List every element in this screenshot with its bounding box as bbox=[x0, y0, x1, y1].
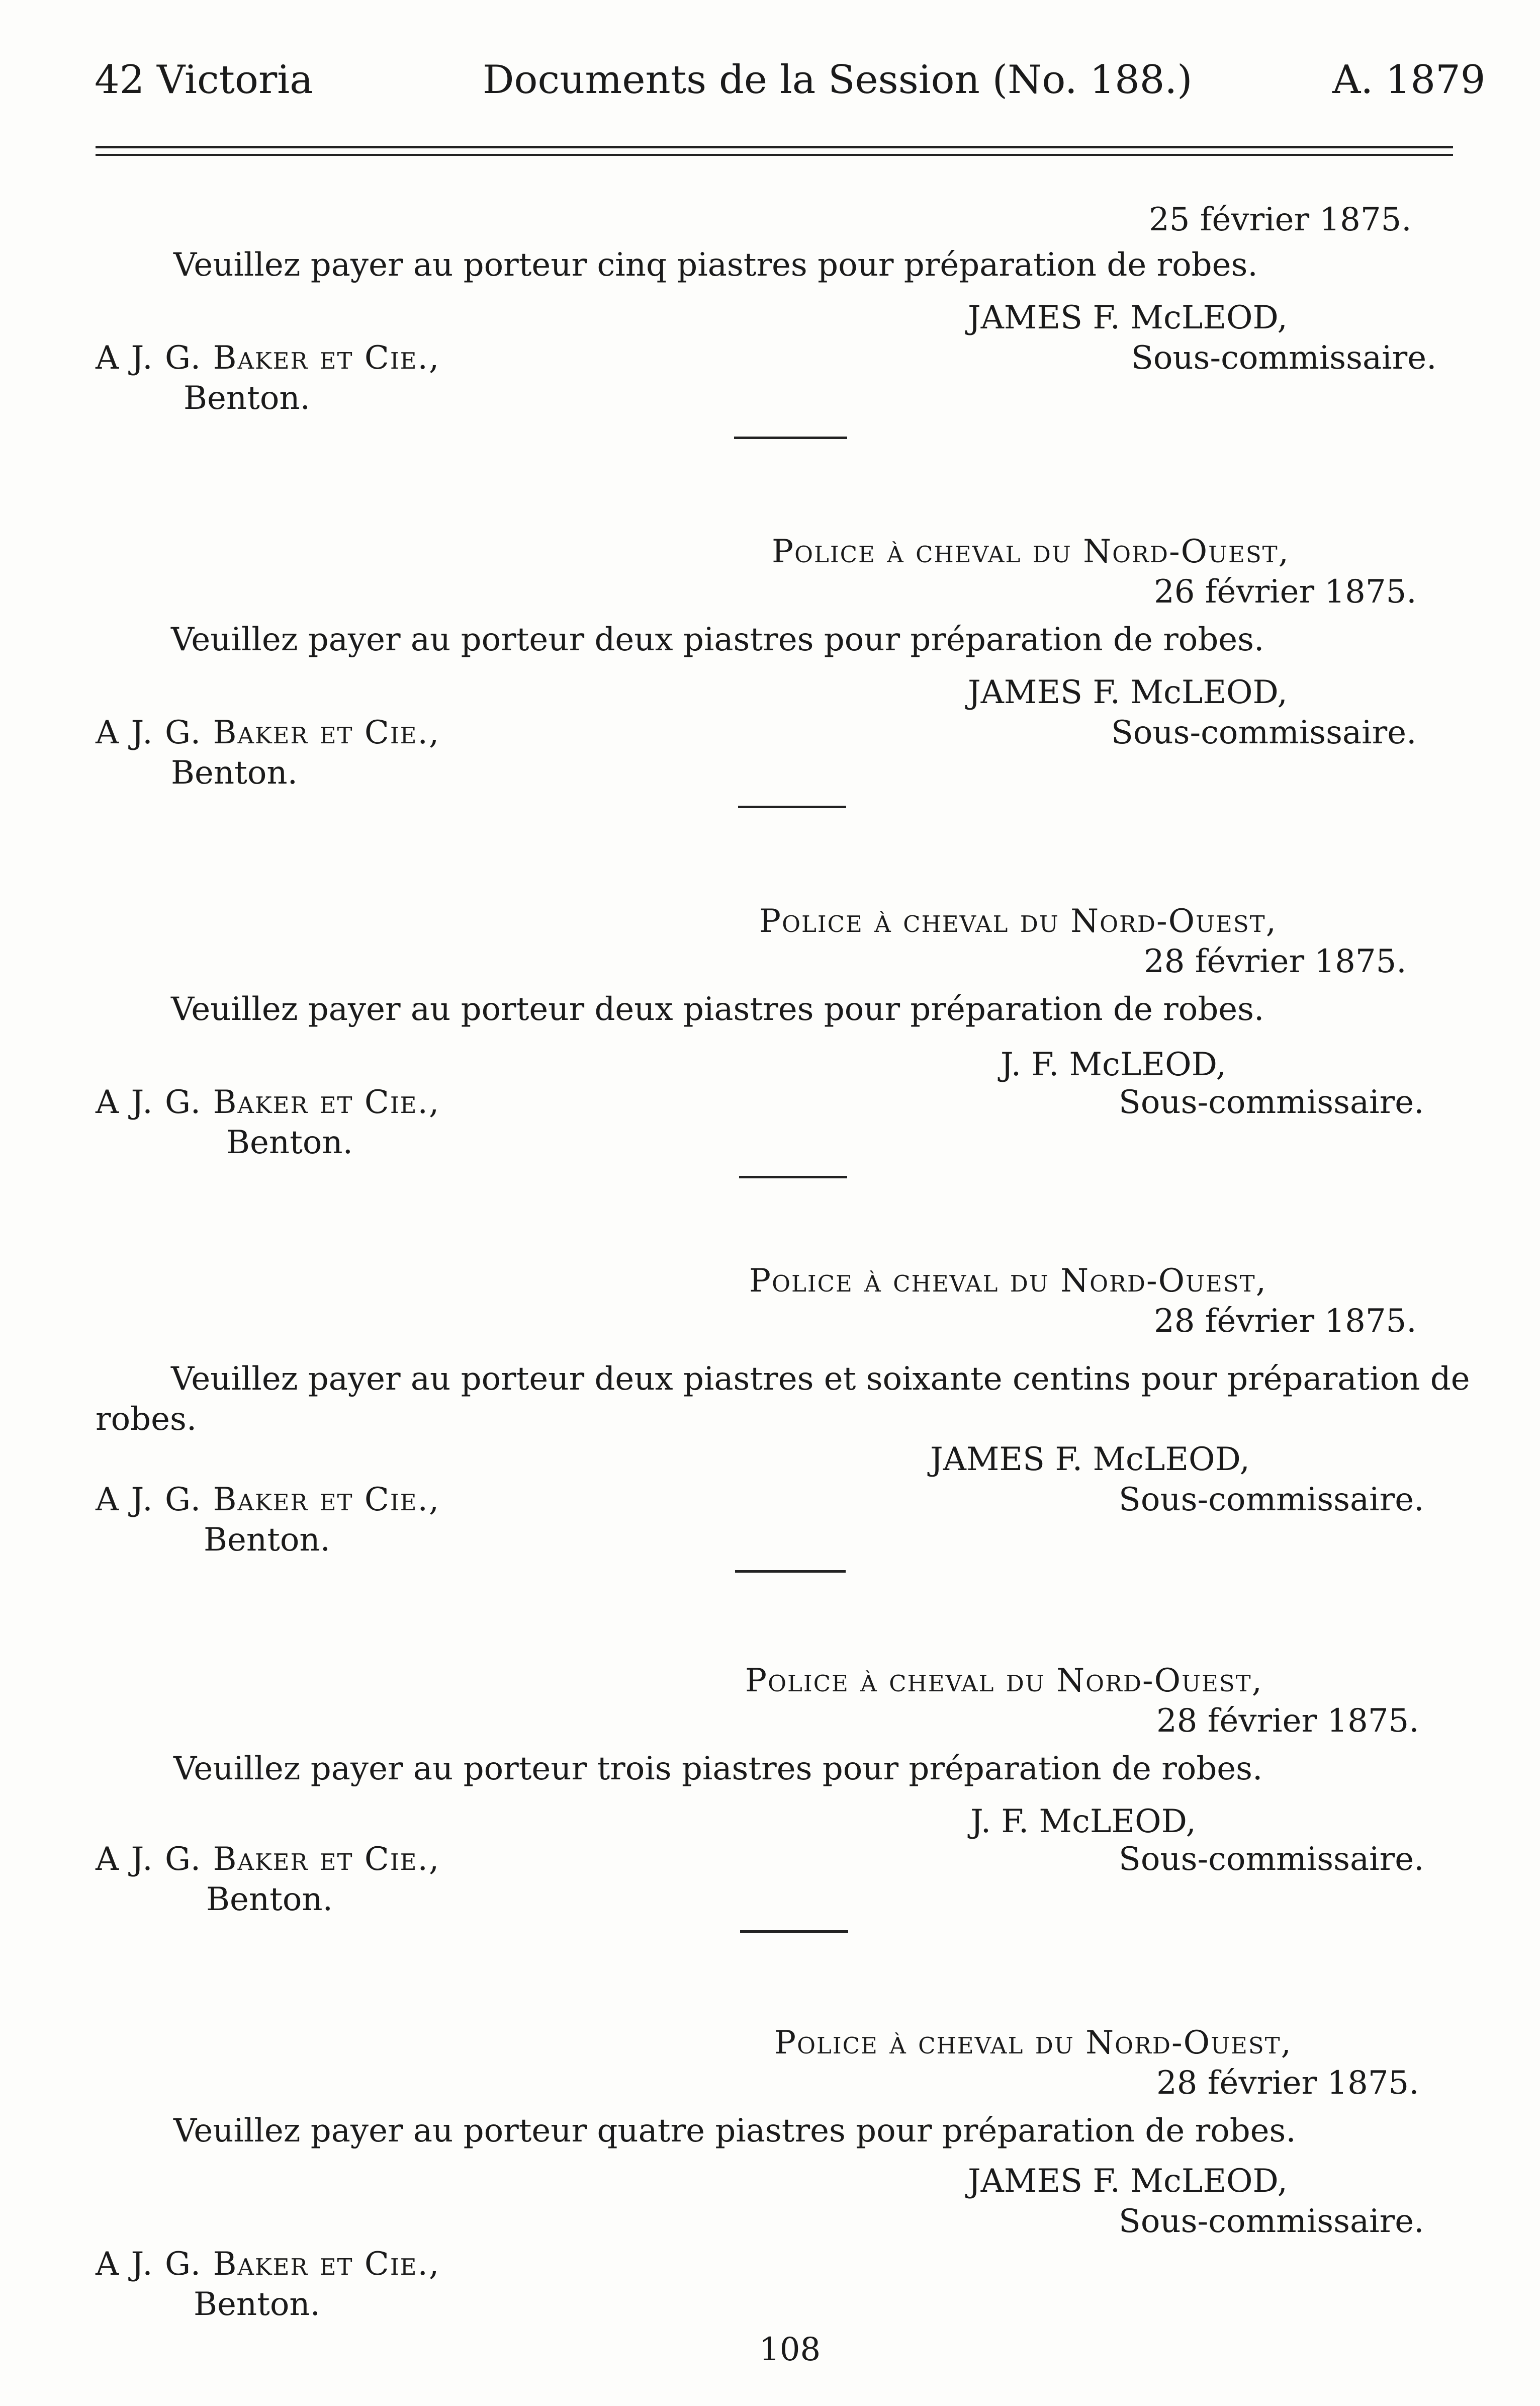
entry-date: 28 février 1875. bbox=[1156, 2065, 1419, 2102]
entry-date: 28 février 1875. bbox=[1156, 1702, 1419, 1740]
entry-title: Sous-commissaire. bbox=[1111, 714, 1417, 751]
entry-title: Sous-commissaire. bbox=[1119, 1841, 1424, 1878]
entry-signature: JAMES F. McLEOD, bbox=[968, 674, 1288, 711]
entry-addressee: A J. G. Baker et Cie., bbox=[96, 714, 440, 751]
entry-body: Veuillez payer au porteur trois piastres pour préparation de robes. bbox=[173, 1750, 1263, 1787]
header-title: Documents de la Session (No. 188.) bbox=[483, 57, 1193, 103]
entry-heading: Police à cheval du Nord-Ouest, bbox=[772, 533, 1290, 570]
entry-signature: JAMES F. McLEOD, bbox=[968, 2163, 1288, 2200]
entry-signature: JAMES F. McLEOD, bbox=[930, 1441, 1250, 1478]
entry-body: Veuillez payer au porteur quatre piastres pour préparation de robes. bbox=[173, 2112, 1296, 2150]
page-number: 108 bbox=[759, 2331, 821, 2368]
header-rule-thin bbox=[96, 154, 1453, 156]
entry-body: Veuillez payer au porteur deux piastres pour préparation de robes. bbox=[171, 991, 1264, 1028]
entry-place: Benton. bbox=[206, 1881, 333, 1918]
entry-signature: J. F. McLEOD, bbox=[1001, 1046, 1226, 1083]
entry-place: Benton. bbox=[194, 2286, 320, 2323]
entry-date: 26 février 1875. bbox=[1154, 573, 1417, 611]
entry-addressee: A J. G. Baker et Cie., bbox=[96, 1084, 440, 1121]
entry-heading: Police à cheval du Nord-Ouest, bbox=[759, 903, 1278, 940]
entry-title: Sous-commissaire. bbox=[1119, 1481, 1424, 1518]
entry-body: Veuillez payer au porteur cinq piastres pour préparation de robes. bbox=[173, 246, 1258, 284]
entry-separator bbox=[739, 1176, 847, 1178]
entry-date: 25 février 1875. bbox=[1149, 201, 1412, 238]
entry-addressee: A J. G. Baker et Cie., bbox=[96, 1481, 440, 1518]
entry-body: Veuillez payer au porteur deux piastres pour préparation de robes. bbox=[171, 621, 1264, 658]
entry-heading: Police à cheval du Nord-Ouest, bbox=[745, 1662, 1263, 1699]
entry-place: Benton. bbox=[184, 380, 310, 417]
entry-title: Sous-commissaire. bbox=[1131, 339, 1437, 377]
header-rule-thick bbox=[96, 146, 1453, 148]
entry-separator bbox=[738, 806, 846, 808]
entry-body: Veuillez payer au porteur deux piastres et soixante centins pour préparation de bbox=[171, 1360, 1470, 1398]
entry-signature: JAMES F. McLEOD, bbox=[968, 299, 1288, 336]
entry-addressee: A J. G. Baker et Cie., bbox=[96, 1841, 440, 1878]
entry-title: Sous-commissaire. bbox=[1119, 2203, 1424, 2240]
entry-date: 28 février 1875. bbox=[1154, 1303, 1417, 1340]
entry-body-continuation: robes. bbox=[96, 1401, 197, 1438]
entry-addressee: A J. G. Baker et Cie., bbox=[96, 2246, 440, 2283]
entry-addressee: A J. G. Baker et Cie., bbox=[96, 339, 440, 377]
entry-separator bbox=[734, 437, 847, 439]
entry-date: 28 février 1875. bbox=[1144, 943, 1407, 980]
entry-heading: Police à cheval du Nord-Ouest, bbox=[774, 2024, 1293, 2061]
entry-place: Benton. bbox=[171, 754, 298, 792]
entry-title: Sous-commissaire. bbox=[1119, 1084, 1424, 1121]
entry-signature: J. F. McLEOD, bbox=[970, 1803, 1196, 1840]
entry-heading: Police à cheval du Nord-Ouest, bbox=[749, 1262, 1267, 1300]
header-volume: 42 Victoria bbox=[95, 57, 313, 103]
entry-place: Benton. bbox=[204, 1521, 330, 1559]
header-year: A. 1879 bbox=[1332, 57, 1486, 103]
entry-place: Benton. bbox=[226, 1124, 353, 1161]
entry-separator bbox=[735, 1570, 846, 1573]
entry-separator bbox=[740, 1930, 848, 1933]
